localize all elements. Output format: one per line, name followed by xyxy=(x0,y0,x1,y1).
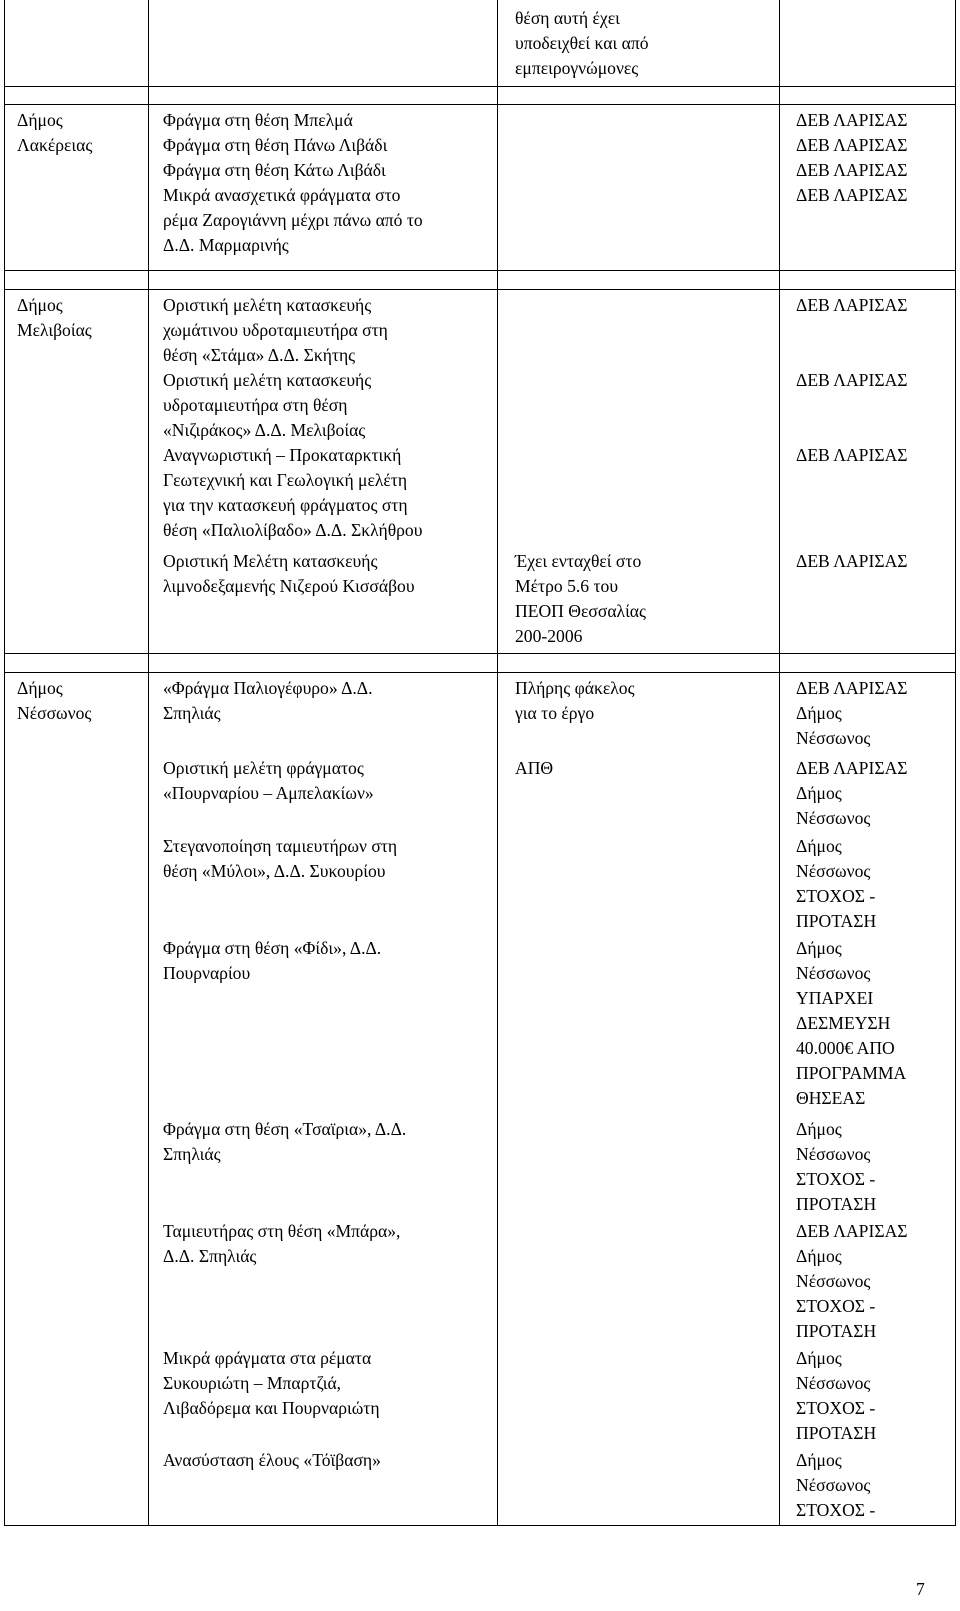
text-line: ΔΕΒ ΛΑΡΙΣΑΣ xyxy=(796,135,908,155)
text-line: Φράγμα στη θέση Πάνω Λιβάδι xyxy=(163,135,388,155)
text-line: Έχει ενταχθεί στο xyxy=(515,551,642,571)
text-line: Οριστική Μελέτη κατασκευής xyxy=(163,551,378,571)
text-line: ΔΕΒ ΛΑΡΙΣΑΣ xyxy=(796,678,908,698)
text-line: Δήμος xyxy=(796,1119,842,1139)
text-line: Δήμος xyxy=(17,110,63,130)
text-line: ΑΠΘ xyxy=(515,758,554,778)
text-line: ΣΤΟΧΟΣ - xyxy=(796,1169,876,1189)
text-line: Αναγνωριστική – Προκαταρκτική xyxy=(163,445,402,465)
project-entry xyxy=(163,368,371,443)
text-line: Μικρά ανασχετικά φράγματα στο xyxy=(163,185,401,205)
responsible-body xyxy=(796,549,908,574)
text-line: ΠΡΟΤΑΣΗ xyxy=(796,1423,877,1443)
responsible-body xyxy=(796,1448,875,1523)
text-line: Δήμος xyxy=(796,783,842,803)
text-line: Οριστική μελέτη κατασκευής xyxy=(163,370,372,390)
grid-line xyxy=(4,1525,956,1526)
grid-line xyxy=(4,653,956,654)
text-line: Δήμος xyxy=(796,836,842,856)
text-line: Στεγανοποίηση ταμιευτήρων στη xyxy=(163,836,398,856)
text-line: Νέσσωνος xyxy=(17,703,92,723)
text-line: θέση «Παλιολίβαδο» Δ.Δ. Σκλήθρου xyxy=(163,520,423,540)
responsible-body xyxy=(796,936,906,1111)
text-line: θέση «Στάμα» Δ.Δ. Σκήτης xyxy=(163,345,356,365)
project-entry xyxy=(163,834,397,884)
text-line: Δ.Δ. Μαρμαρινής xyxy=(163,235,289,255)
text-line: Δήμος xyxy=(796,703,842,723)
project-entry xyxy=(163,1219,400,1269)
text-line: Δ.Δ. Σπηλιάς xyxy=(163,1246,257,1266)
text-line: ΠΡΟΤΑΣΗ xyxy=(796,911,877,931)
text-line: ρέμα Ζαρογιάννη μέχρι πάνω από το xyxy=(163,210,423,230)
text-line: για το έργο xyxy=(515,703,595,723)
text-line: Δήμος xyxy=(17,295,63,315)
text-line: Μελιβοίας xyxy=(17,320,92,340)
grid-line xyxy=(4,289,956,290)
grid-line xyxy=(4,672,956,673)
responsible-body xyxy=(796,756,908,831)
grid-line xyxy=(4,0,5,1526)
text-line: Μικρά φράγματα στα ρέματα xyxy=(163,1348,372,1368)
text-line: ΔΕΒ ΛΑΡΙΣΑΣ xyxy=(796,370,908,390)
text-line: Νέσσωνος xyxy=(796,1271,871,1291)
text-line: Λακέρειας xyxy=(17,135,93,155)
text-line: «Νιζιράκος» Δ.Δ. Μελιβοίας xyxy=(163,420,366,440)
text-line: ΔΕΒ ΛΑΡΙΣΑΣ xyxy=(796,160,908,180)
responsible-body xyxy=(796,443,908,468)
grid-line xyxy=(4,86,956,87)
responsible-body xyxy=(796,368,908,393)
grid-line xyxy=(4,270,956,271)
responsible-body xyxy=(796,1117,876,1217)
responsible-body xyxy=(796,834,876,934)
project-entry xyxy=(163,108,423,258)
project-entry xyxy=(163,443,422,543)
text-line: Πλήρης φάκελος xyxy=(515,678,635,698)
text-line: Γεωτεχνική και Γεωλογική μελέτη xyxy=(163,470,408,490)
text-line: Οριστική μελέτη φράγματος xyxy=(163,758,364,778)
text-line: ΣΤΟΧΟΣ - xyxy=(796,886,876,906)
responsible-body xyxy=(796,676,908,751)
page-number: 7 xyxy=(916,1579,925,1599)
text-line: Νέσσωνος xyxy=(796,808,871,828)
text-line: ΠΡΟΓΡΑΜΜΑ xyxy=(796,1063,907,1083)
text-line: 40.000€ ΑΠΟ xyxy=(796,1038,895,1058)
text-line: «Πουρναρίου – Αμπελακίων» xyxy=(163,783,374,803)
text-line: Φράγμα στη θέση «Φίδι», Δ.Δ. xyxy=(163,938,382,958)
text-line: ΔΕΒ ΛΑΡΙΣΑΣ xyxy=(796,551,908,571)
project-status xyxy=(515,549,646,649)
text-line: ΔΕΒ ΛΑΡΙΣΑΣ xyxy=(796,1221,908,1241)
text-line: Φράγμα στη θέση «Τσαϊρια», Δ.Δ. xyxy=(163,1119,407,1139)
text-line: Δήμος xyxy=(796,1450,842,1470)
project-entry xyxy=(163,1448,381,1473)
text-line: ΠΕΟΠ Θεσσαλίας xyxy=(515,601,646,621)
text-line: Νέσσωνος xyxy=(796,1373,871,1393)
project-entry xyxy=(163,756,374,806)
text-line: ΔΕΒ ΛΑΡΙΣΑΣ xyxy=(796,445,908,465)
text-line: χωμάτινου υδροταμιευτήρα στη xyxy=(163,320,388,340)
responsible-body xyxy=(796,1219,908,1344)
text-line: Νέσσωνος xyxy=(796,1475,871,1495)
text-line: Νέσσωνος xyxy=(796,963,871,983)
text-line: Οριστική μελέτη κατασκευής xyxy=(163,295,372,315)
text-line: Συκουριώτη – Μπαρτζιά, xyxy=(163,1373,342,1393)
text-line: θέση «Μύλοι», Δ.Δ. Συκουρίου xyxy=(163,861,386,881)
text-line: Σπηλιάς xyxy=(163,703,221,723)
project-entry xyxy=(163,1346,380,1421)
text-line: εμπειρογνώμονες xyxy=(515,58,639,78)
text-line: ΣΤΟΧΟΣ - xyxy=(796,1296,876,1316)
project-entry xyxy=(163,549,415,599)
text-line: ΔΕΒ ΛΑΡΙΣΑΣ xyxy=(796,185,908,205)
text-line: Ταμιευτήρας στη θέση «Μπάρα», xyxy=(163,1221,401,1241)
text-line: Μέτρο 5.6 του xyxy=(515,576,619,596)
text-line: Νέσσωνος xyxy=(796,728,871,748)
responsible-body xyxy=(796,293,908,318)
grid-line xyxy=(955,0,956,1526)
project-entry xyxy=(163,936,381,986)
text-line: λιμνοδεξαμενής Νιζερού Κισσάβου xyxy=(163,576,415,596)
text-line: Δήμος xyxy=(796,938,842,958)
text-line: υδροταμιευτήρα στη θέση xyxy=(163,395,348,415)
text-line: 200-2006 xyxy=(515,626,583,646)
text-line: ΣΤΟΧΟΣ - xyxy=(796,1398,876,1418)
text-line: ΘΗΣΕΑΣ xyxy=(796,1088,866,1108)
text-line: ΔΕΒ ΛΑΡΙΣΑΣ xyxy=(796,295,908,315)
text-line: Νέσσωνος xyxy=(796,861,871,881)
text-line: Σπηλιάς xyxy=(163,1144,221,1164)
text-line: Ανασύσταση έλους «Τόϊβαση» xyxy=(163,1450,381,1470)
text-line: ΥΠΑΡΧΕΙ xyxy=(796,988,874,1008)
text-line: ΔΕΣΜΕΥΣΗ xyxy=(796,1013,891,1033)
grid-line xyxy=(148,0,149,1526)
grid-line xyxy=(4,104,956,105)
text-line: Λιβαδόρεμα και Πουρναριώτη xyxy=(163,1398,380,1418)
responsible-body xyxy=(796,108,908,208)
text-line: «Φράγμα Παλιογέφυρο» Δ.Δ. xyxy=(163,678,373,698)
grid-line xyxy=(779,0,780,1526)
responsible-body xyxy=(796,1346,876,1446)
text-line: Φράγμα στη θέση Κάτω Λιβάδι xyxy=(163,160,386,180)
text-line: ΠΡΟΤΑΣΗ xyxy=(796,1321,877,1341)
text-line: Πουρναρίου xyxy=(163,963,251,983)
project-entry xyxy=(163,293,388,368)
project-status xyxy=(515,676,635,726)
text-line: υποδειχθεί και από xyxy=(515,33,649,53)
text-line: ΔΕΒ ΛΑΡΙΣΑΣ xyxy=(796,110,908,130)
project-entry xyxy=(163,1117,406,1167)
municipality-lakereia xyxy=(17,108,92,158)
municipality-nessonos xyxy=(17,676,91,726)
project-status xyxy=(515,756,553,781)
top-fragment-note xyxy=(515,6,649,81)
text-line: ΣΤΟΧΟΣ - xyxy=(796,1500,876,1520)
text-line: ΔΕΒ ΛΑΡΙΣΑΣ xyxy=(796,758,908,778)
text-line: Δήμος xyxy=(17,678,63,698)
municipality-meliboia xyxy=(17,293,92,343)
project-entry xyxy=(163,676,373,726)
text-line: Νέσσωνος xyxy=(796,1144,871,1164)
text-line: για την κατασκευή φράγματος στη xyxy=(163,495,408,515)
text-line: Δήμος xyxy=(796,1246,842,1266)
text-line: ΠΡΟΤΑΣΗ xyxy=(796,1194,877,1214)
text-line: Δήμος xyxy=(796,1348,842,1368)
text-line: Φράγμα στη θέση Μπελμά xyxy=(163,110,353,130)
grid-line xyxy=(497,0,498,1526)
text-line: θέση αυτή έχει xyxy=(515,8,620,28)
